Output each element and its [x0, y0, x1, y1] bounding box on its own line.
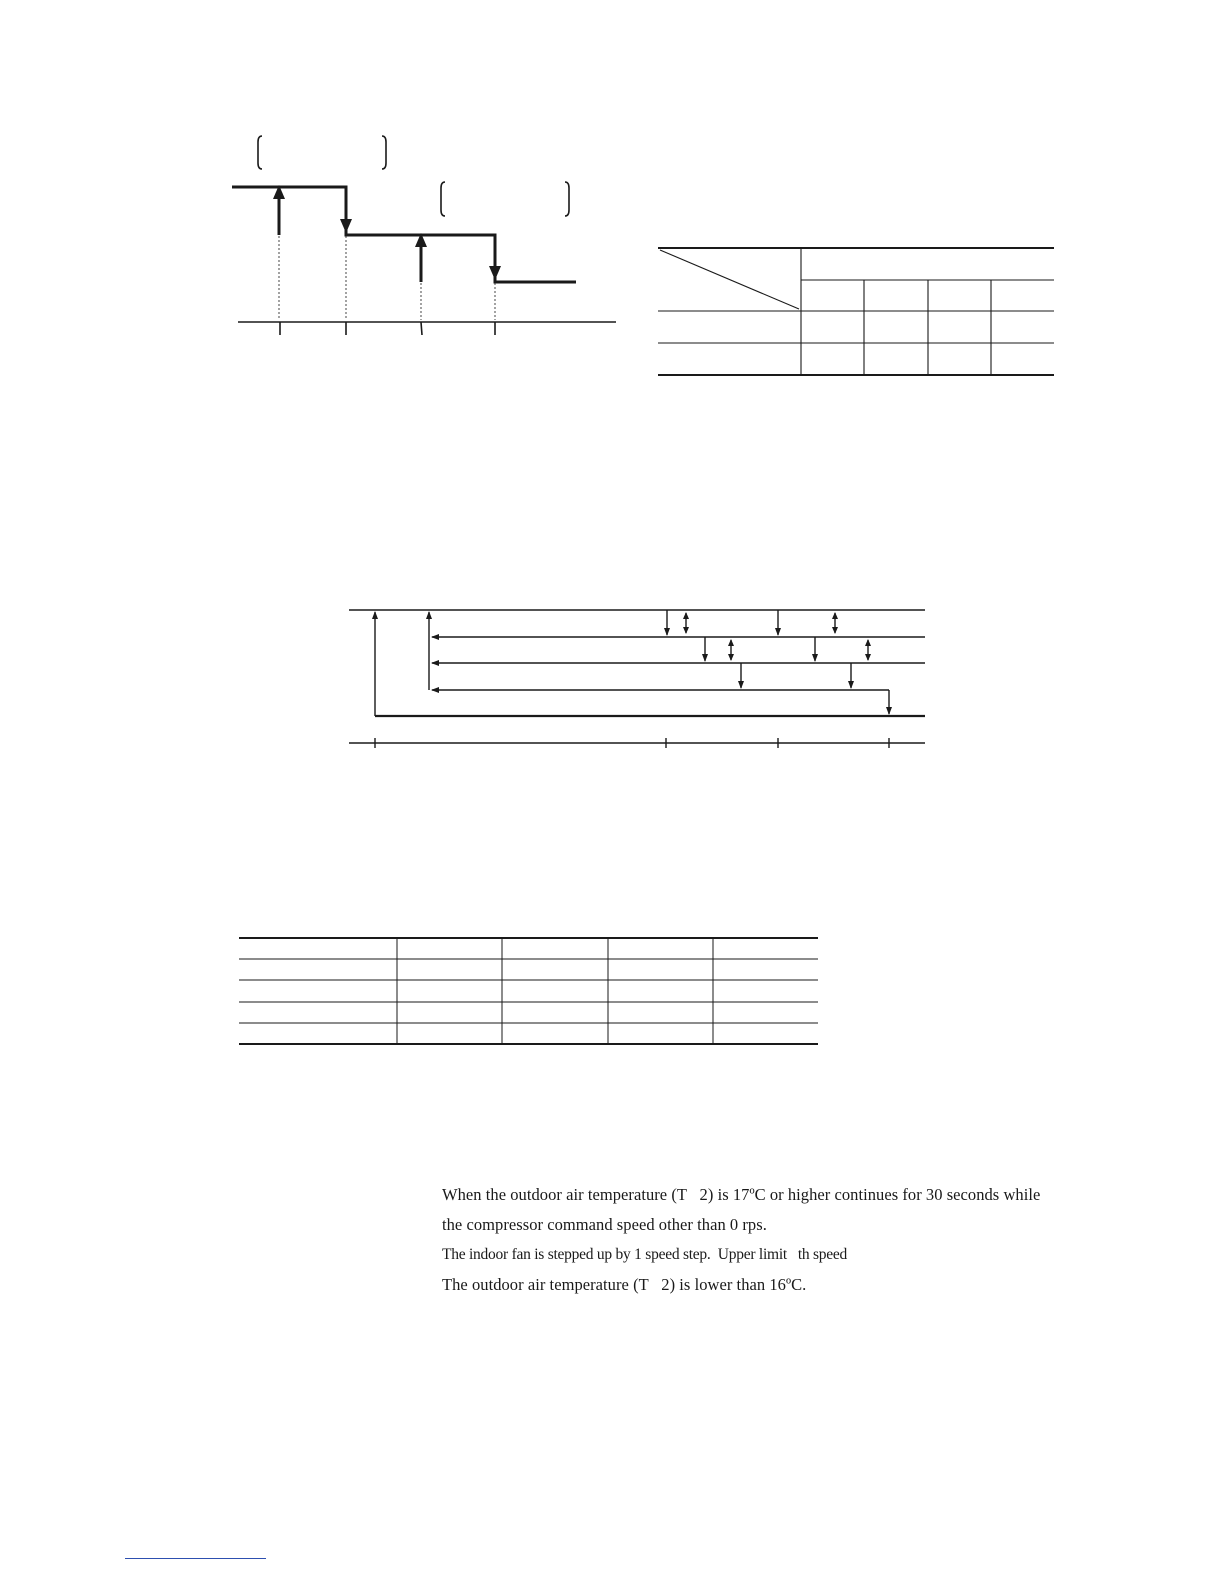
paragraph-line-1: When the outdoor air temperature (T 2) is 17ºC or higher continues for 30 seconds while	[442, 1185, 1041, 1204]
paragraph-line-2: the compressor command speed other than 0 rps.	[442, 1215, 767, 1234]
paragraph-line-3: The indoor fan is stepped up by 1 speed step. Upper limit th speed	[442, 1246, 848, 1263]
paragraph-line-4: The outdoor air temperature (T 2) is lower than 16ºC.	[442, 1275, 807, 1294]
footer-link-underline	[125, 1558, 266, 1559]
